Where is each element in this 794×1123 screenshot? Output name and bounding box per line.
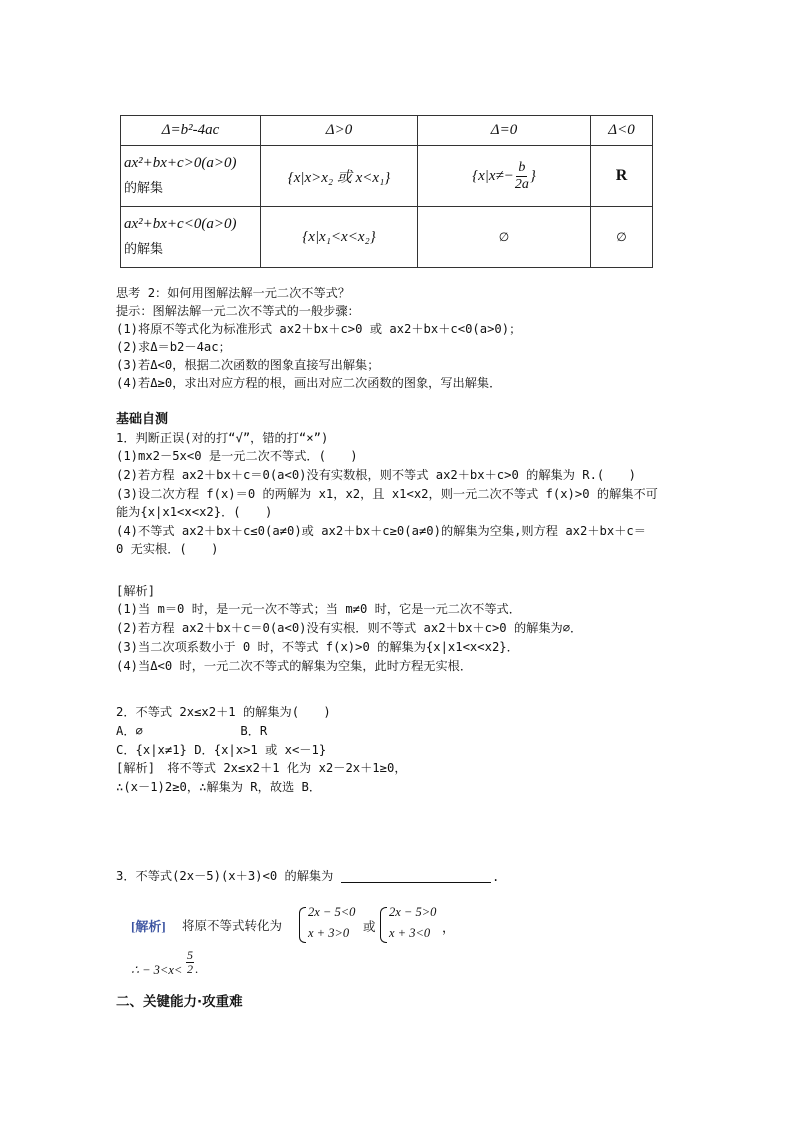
header-delta-negative: Δ<0 xyxy=(591,116,653,146)
row1-c2-prefix: {x|x≠− xyxy=(472,167,514,184)
row1-delta-negative: R xyxy=(591,146,653,207)
answer-blank xyxy=(341,882,491,883)
analysis-1-part-3: (3)当二次项系数小于 0 时，不等式 f(x)>0 的解集为{x|x1<x<x2}． xyxy=(116,640,519,654)
table-row xyxy=(121,146,653,207)
hint: 提示：图解法解一元二次不等式的一般步骤： xyxy=(116,304,360,318)
row2-label xyxy=(121,207,261,268)
question-2-options-ab: A．∅ B．R xyxy=(116,724,268,738)
fraction-denominator: 2a xyxy=(514,176,529,192)
system-1-line-2: x + 3>0 xyxy=(308,926,350,940)
header-delta: Δ=b²-4ac xyxy=(121,116,261,146)
analysis-1-label: [解析] xyxy=(116,584,156,598)
row1-c2-suffix: } xyxy=(529,167,536,184)
analysis-2: [解析] 将不等式 2x≤x2＋1 化为 x2－2x＋1≥0， xyxy=(116,761,407,775)
row2-delta-negative: ∅ xyxy=(591,207,653,268)
question-3-period: . xyxy=(492,870,500,884)
step-4: (4)若Δ≥0，求出对应方程的根，画出对应二次函数的图象，写出解集． xyxy=(116,376,502,390)
question-1-part-4-line2: 0 无实根．( ) xyxy=(116,542,219,556)
row2-label-line1: ax²+bx+c<0(a>0) xyxy=(124,216,237,232)
analysis-1-part-4: (4)当Δ<0 时，一元二次不等式的解集为空集，此时方程无实根． xyxy=(116,659,473,673)
question-1: 1．判断正误(对的打“√”，错的打“×”) xyxy=(116,431,329,445)
question-1-part-4-line1: (4)不等式 ax2＋bx＋c≤0(a≠0)或 ax2＋bx＋c≥0(a≠0)的解集为空集,则方程 ax2＋bx＋c＝ xyxy=(116,524,646,538)
system-2-line-2: x + 3<0 xyxy=(389,926,431,940)
row2-label-line2: 的解集 xyxy=(124,242,164,257)
result-fraction xyxy=(186,949,194,976)
think-question: 思考 2：如何用图解法解一元二次不等式？ xyxy=(116,286,351,300)
result-suffix: . xyxy=(195,962,199,976)
row1-delta-positive: {x|x>x₂ 或 x<x₁} xyxy=(261,146,418,207)
fraction-numerator: b xyxy=(518,159,526,175)
question-1-part-2: (2)若方程 ax2＋bx＋c＝0(a<0)没有实数根，则不等式 ax2＋bx＋c>0 的解集为 R.( ) xyxy=(116,468,636,482)
question-2-options-cd: C．{x|x≠1} D．{x|x>1 或 x<－1} xyxy=(116,743,327,757)
table-row xyxy=(121,207,653,268)
result-denominator: 2 xyxy=(187,962,193,976)
section-heading-basic: 基础自测 xyxy=(116,412,169,427)
question-2: 2．不等式 2x≤x2＋1 的解集为( ) xyxy=(116,705,331,719)
question-3: 3．不等式(2x－5)(x＋3)<0 的解集为 xyxy=(116,869,334,883)
analysis-2-result: ∴(x－1)2≥0，∴解集为 R，故选 B． xyxy=(116,780,322,794)
row2-delta-positive: {x|x₁<x<x₂} xyxy=(261,207,418,268)
table-header-row xyxy=(121,116,653,146)
question-1-part-1: (1)mx2－5x<0 是一元二次不等式．( ) xyxy=(116,449,358,463)
result-prefix: ∴ − 3<x< xyxy=(131,963,183,977)
header-delta-positive: Δ>0 xyxy=(261,116,418,146)
discriminant-table xyxy=(120,115,653,268)
header-delta-zero: Δ=0 xyxy=(418,116,591,146)
row1-delta-zero xyxy=(418,146,591,207)
step-3: (3)若Δ<0，根据二次函数的图象直接写出解集； xyxy=(116,358,380,372)
section-heading-key-abilities: 二、关键能力·攻重难 xyxy=(116,994,243,1010)
row1-label-line2: 的解集 xyxy=(124,181,164,196)
row1-label-line1: ax²+bx+c>0(a>0) xyxy=(124,155,237,171)
fraction xyxy=(515,160,529,193)
analysis-3-text: 将原不等式转化为 xyxy=(182,918,283,933)
analysis-1-part-2: (2)若方程 ax2＋bx＋c＝0(a<0)没有实根．则不等式 ax2＋bx＋c>0 的解集为∅． xyxy=(116,621,583,635)
system-1-line-1: 2x − 5<0 xyxy=(308,905,356,919)
or-word: 或 xyxy=(363,919,376,934)
question-1-part-3-line2: 能为{x|x1<x<x2}．( ) xyxy=(116,505,273,519)
row1-label xyxy=(121,146,261,207)
result-numerator: 5 xyxy=(187,948,193,962)
row2-delta-zero: ∅ xyxy=(418,207,591,268)
system-brace-2 xyxy=(380,907,387,943)
system-2-line-1: 2x − 5>0 xyxy=(389,905,437,919)
question-1-part-3-line1: (3)设二次方程 f(x)＝0 的两解为 x1，x2，且 x1<x2，则一元二次不等式 f(x)>0 的解集不可 xyxy=(116,487,658,501)
system-brace-1 xyxy=(299,907,306,943)
analysis-1-part-1: (1)当 m＝0 时，是一元一次不等式；当 m≠0 时，它是一元二次不等式． xyxy=(116,602,521,616)
analysis-3-comma: ， xyxy=(442,920,456,935)
step-1: (1)将原不等式化为标准形式 ax2＋bx＋c>0 或 ax2＋bx＋c<0(a>0)； xyxy=(116,322,522,336)
analysis-3-label: [解析] xyxy=(131,919,166,934)
step-2: (2)求Δ＝b2－4ac； xyxy=(116,340,231,354)
